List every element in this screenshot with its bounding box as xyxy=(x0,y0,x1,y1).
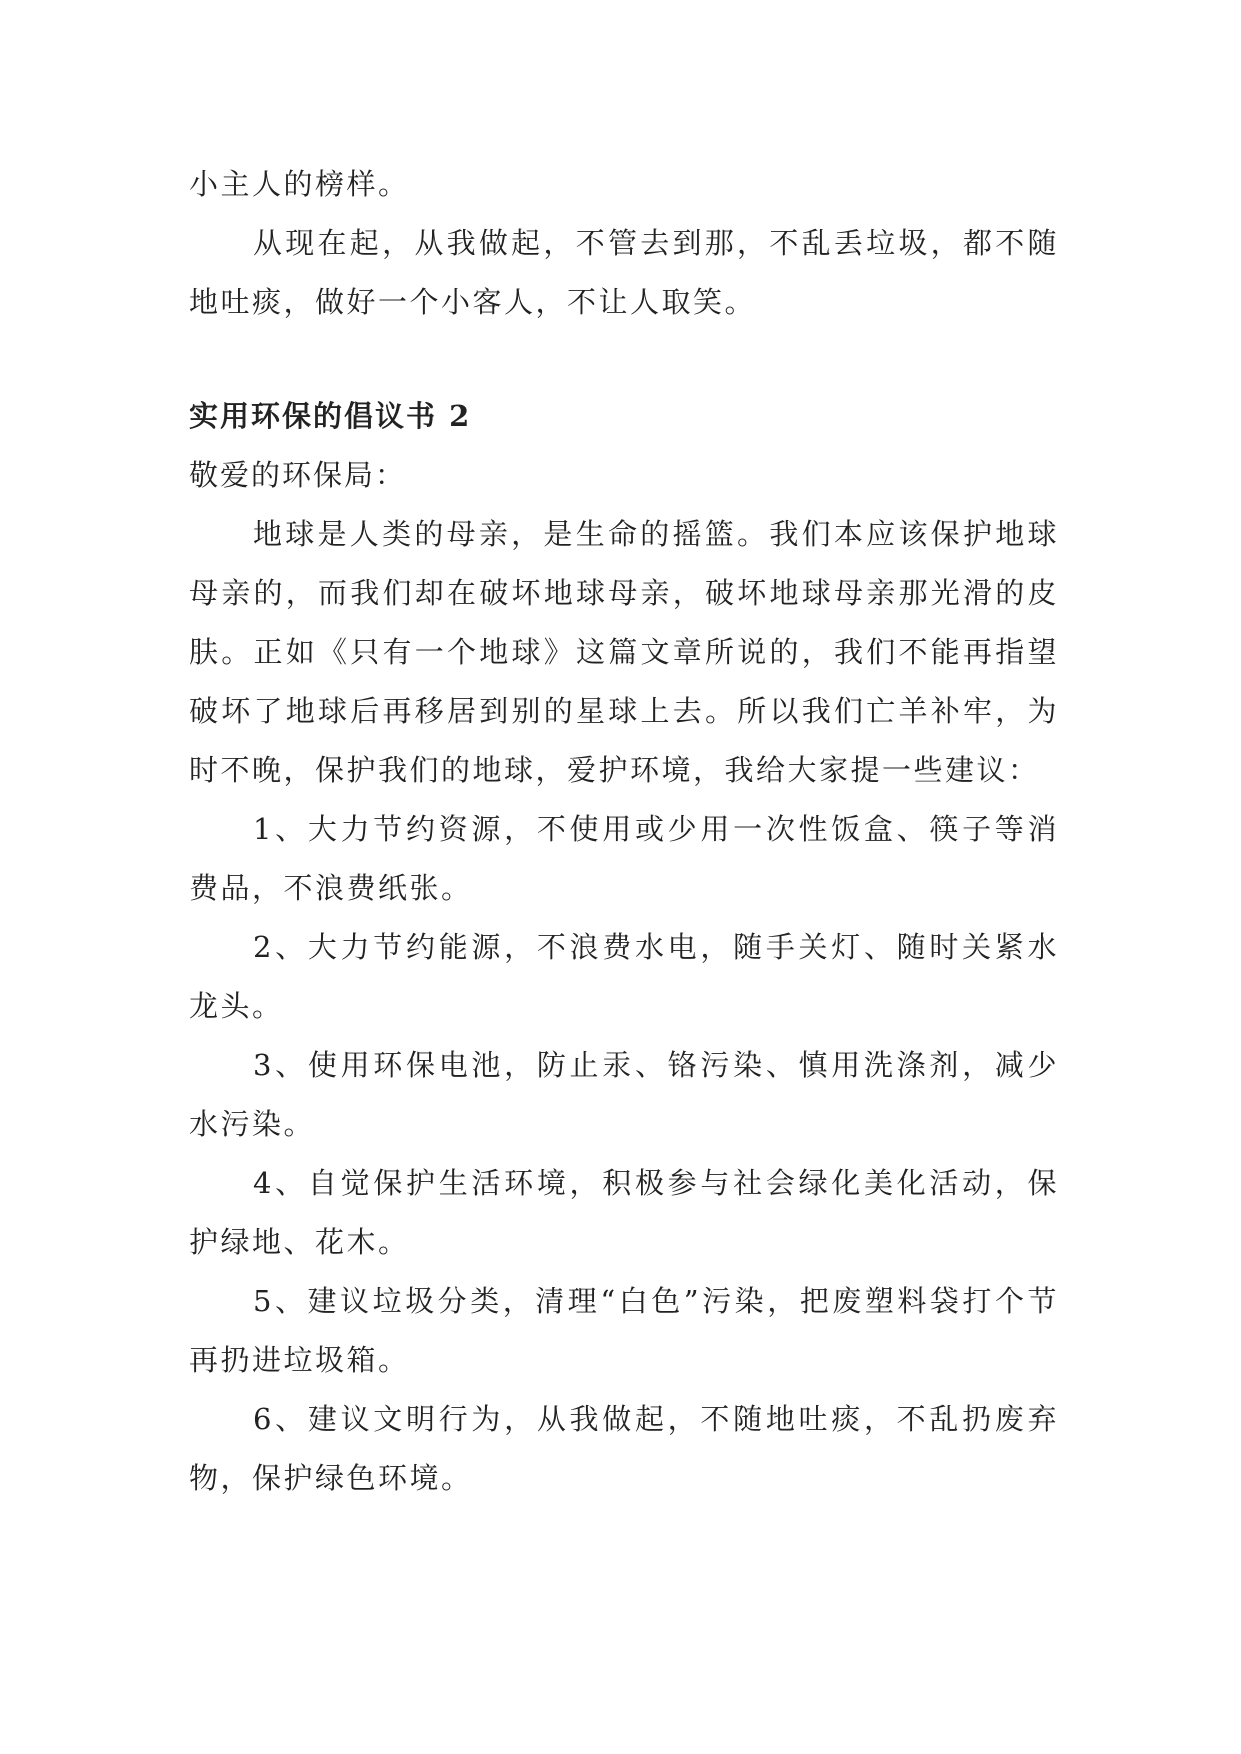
salutation: 敬爱的环保局： xyxy=(189,458,407,492)
section-title: 实用环保的倡议书 2 xyxy=(189,399,472,433)
document-page xyxy=(189,155,1059,1508)
list-item: 5、建议垃圾分类，清理“白色”污染，把废塑料袋打个节再扔进垃圾箱。 xyxy=(189,1284,1059,1377)
list-item: 1、大力节约资源，不使用或少用一次性饭盒、筷子等消费品，不浪费纸张。 xyxy=(189,812,1059,905)
list-item: 4、自觉保护生活环境，积极参与社会绿化美化活动，保护绿地、花木。 xyxy=(189,1166,1059,1259)
list-item: 6、建议文明行为，从我做起，不随地吐痰，不乱扔废弃物，保护绿色环境。 xyxy=(189,1402,1059,1495)
list-item: 3、使用环保电池，防止汞、铬污染、慎用洗涤剂，减少水污染。 xyxy=(189,1048,1059,1141)
paragraph-pledge: 从现在起，从我做起，不管去到那，不乱丢垃圾，都不随地吐痰，做好一个小客人，不让人取笑。 xyxy=(189,226,1059,319)
paragraph-intro: 地球是人类的母亲，是生命的摇篮。我们本应该保护地球母亲的，而我们却在破坏地球母亲，破坏地球母亲那光滑的皮肤。正如《只有一个地球》这篇文章所说的，我们不能再指望破坏了地球后再移居到别的星球上去。所以我们亡羊补牢，为时不晚，保护我们的地球，爱护环境，我给大家提一些建议： xyxy=(189,517,1059,787)
paragraph-continuation: 小主人的榜样。 xyxy=(189,167,410,201)
list-item: 2、大力节约能源，不浪费水电，随手关灯、随时关紧水龙头。 xyxy=(189,930,1059,1023)
